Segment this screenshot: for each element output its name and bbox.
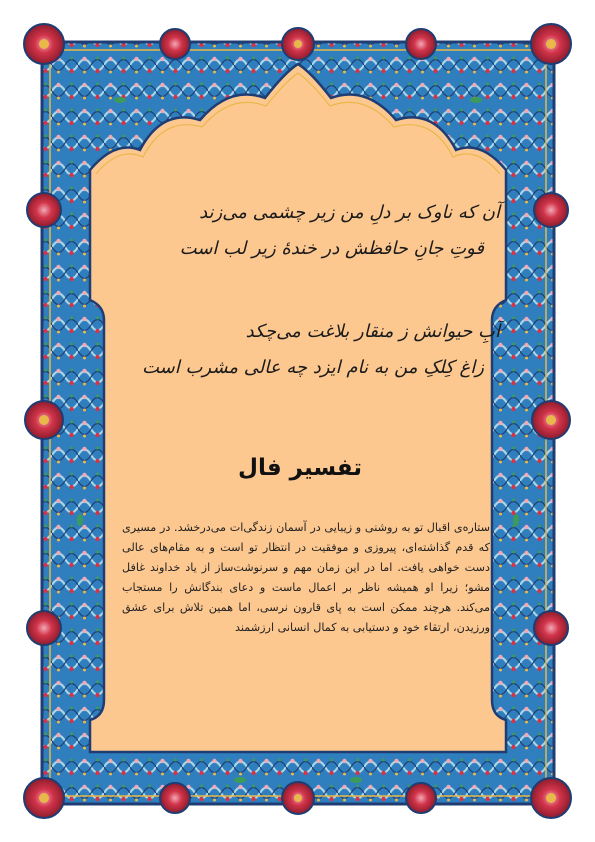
couplet-2-first-hemistich: آبِ حیوانش ز منقار بلاغت می‌چکد: [245, 321, 500, 342]
couplet-2-second-hemistich: زاغ کِلکِ من به نام ایزد چه عالی مشرب است: [142, 357, 484, 378]
couplet-1-first-hemistich: آن که ناوک بر دلِ من زیر چشمی می‌زند: [199, 202, 500, 223]
couplet-1-second-hemistich: قوتِ جانِ حافظش در خندهٔ زیر لب است: [179, 238, 484, 259]
parchment-panel: [90, 64, 506, 752]
interpretation-title: تفسیر فال: [238, 455, 362, 481]
interpretation-text: ستاره‌ی اقبال تو به روشنی و زیبایی در آسمان زندگی‌ات می‌درخشد. در مسیری که قدم گذاشته‌ای، پیروزی و موفقیت در انتظار تو است و به مقام‌های عالی دست خواهی یافت. اما در این زمان مهم و سرنوشت‌ساز از یاد خداوند غافل مشو؛ زیرا او همیشه ناظر بر اعمال ماست و دعای بندگانش را مستجاب می‌کند. هرچند ممکن است به پای قارون نرسی، اما همین تلاش برای عشق ورزیدن، ارتقاء خود و دستیابی به کمال انسانی ارزشمند: [122, 521, 490, 634]
poem-couplets: [100, 195, 500, 386]
